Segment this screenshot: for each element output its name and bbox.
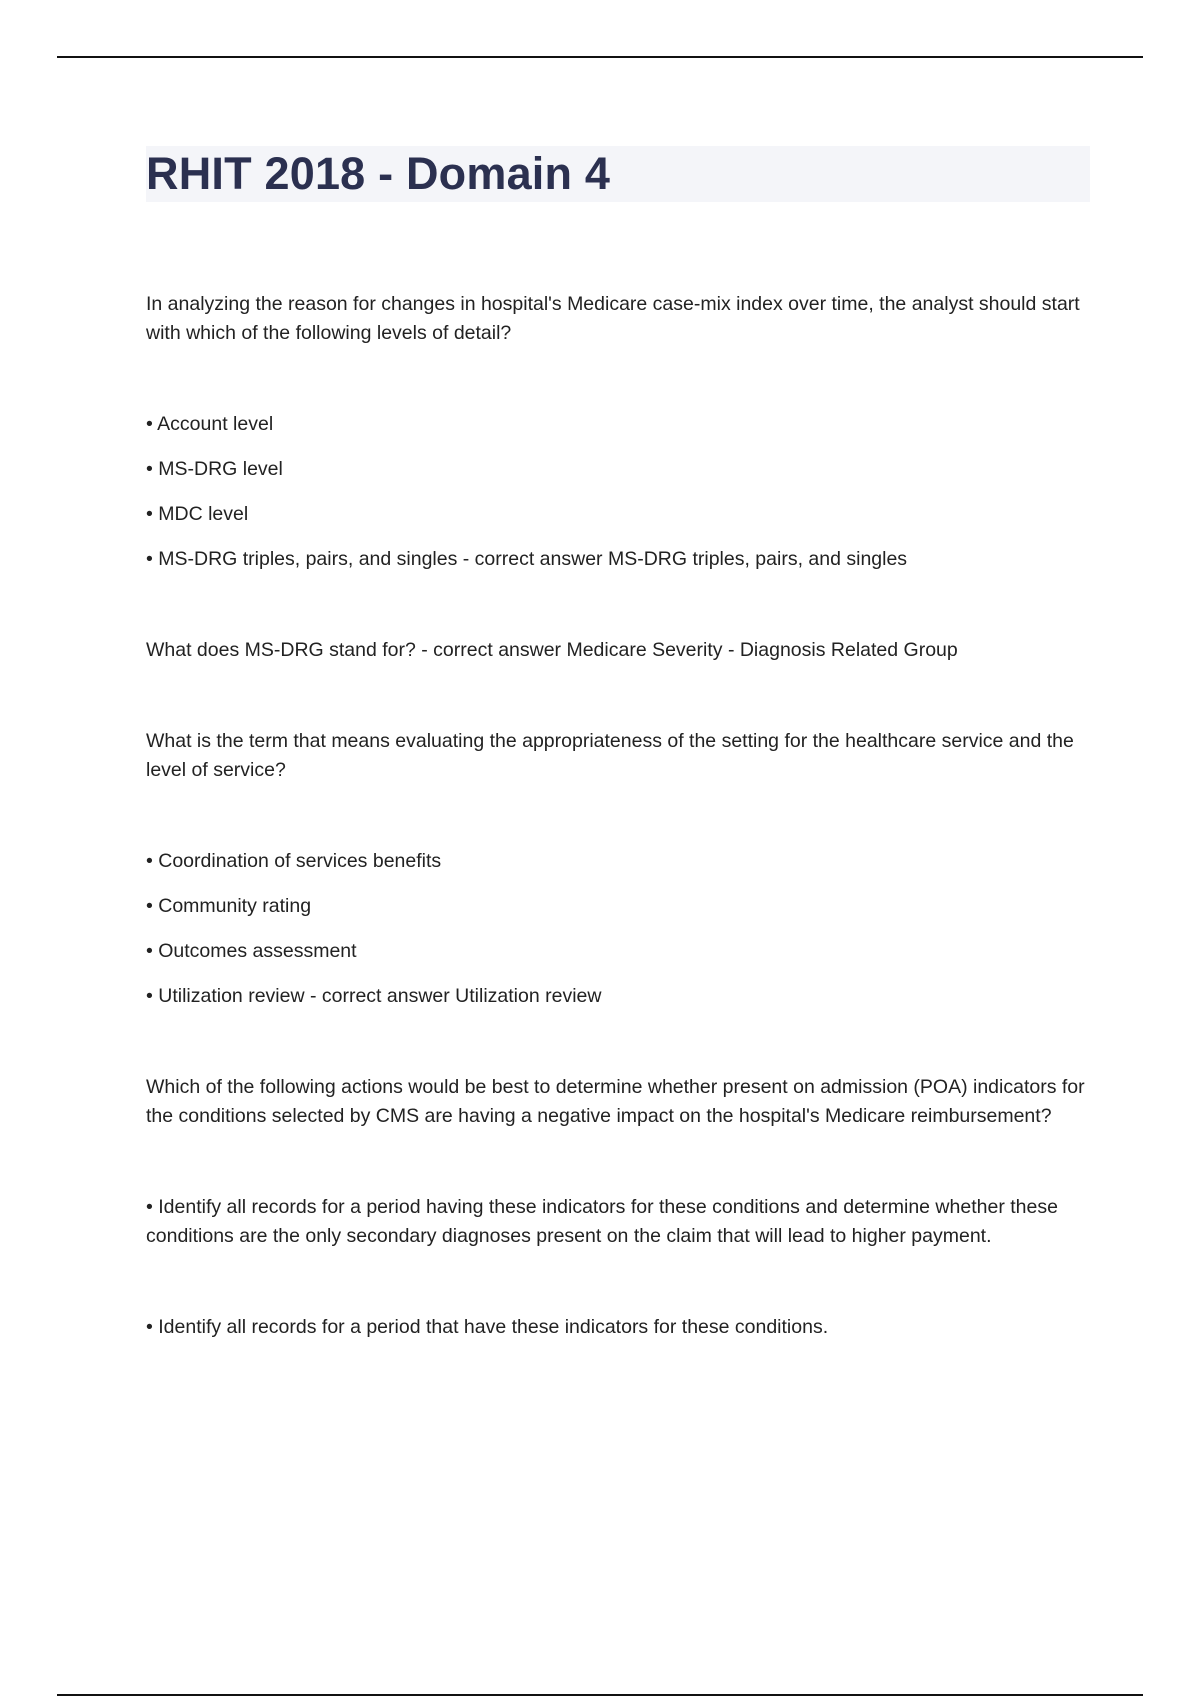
option-item: • Community rating xyxy=(146,895,312,917)
option-item: • Utilization review - correct answer Utilization review xyxy=(146,985,602,1007)
question-4-text: Which of the following actions would be best to determine whether present on admission (POA) indicators for the conditions selected by CMS are having a negative impact on the hospital's Medicare reimbursement? xyxy=(146,1076,1085,1127)
page-title: RHIT 2018 - Domain 4 xyxy=(146,148,611,199)
option-item: • Account level xyxy=(146,413,274,435)
question-3-text: What is the term that means evaluating the appropriateness of the setting for the healthcare service and the level of service? xyxy=(146,730,1074,781)
option-item: • Identify all records for a period that have these indicators for these conditions. xyxy=(146,1316,829,1338)
question-1-text: In analyzing the reason for changes in hospital's Medicare case-mix index over time, the analyst should start with which of the following levels of detail? xyxy=(146,293,1080,344)
option-item: • Outcomes assessment xyxy=(146,940,357,962)
option-item: • Identify all records for a period having these indicators for these conditions and determine whether these conditions are the only secondary diagnoses present on the claim that will lead to higher payment. xyxy=(146,1196,1058,1247)
document-body xyxy=(146,290,1096,1404)
option-item: • MS-DRG level xyxy=(146,458,283,480)
option-item: • Coordination of services benefits xyxy=(146,850,442,872)
option-item: • MDC level xyxy=(146,503,249,525)
question-2-text: What does MS-DRG stand for? - correct answer Medicare Severity - Diagnosis Related Group xyxy=(146,639,958,661)
option-item: • MS-DRG triples, pairs, and singles - correct answer MS-DRG triples, pairs, and singles xyxy=(146,548,908,570)
question-1-options xyxy=(146,410,1096,574)
top-rule xyxy=(57,56,1143,58)
bottom-rule xyxy=(57,1694,1143,1696)
question-3-options xyxy=(146,847,1096,1011)
